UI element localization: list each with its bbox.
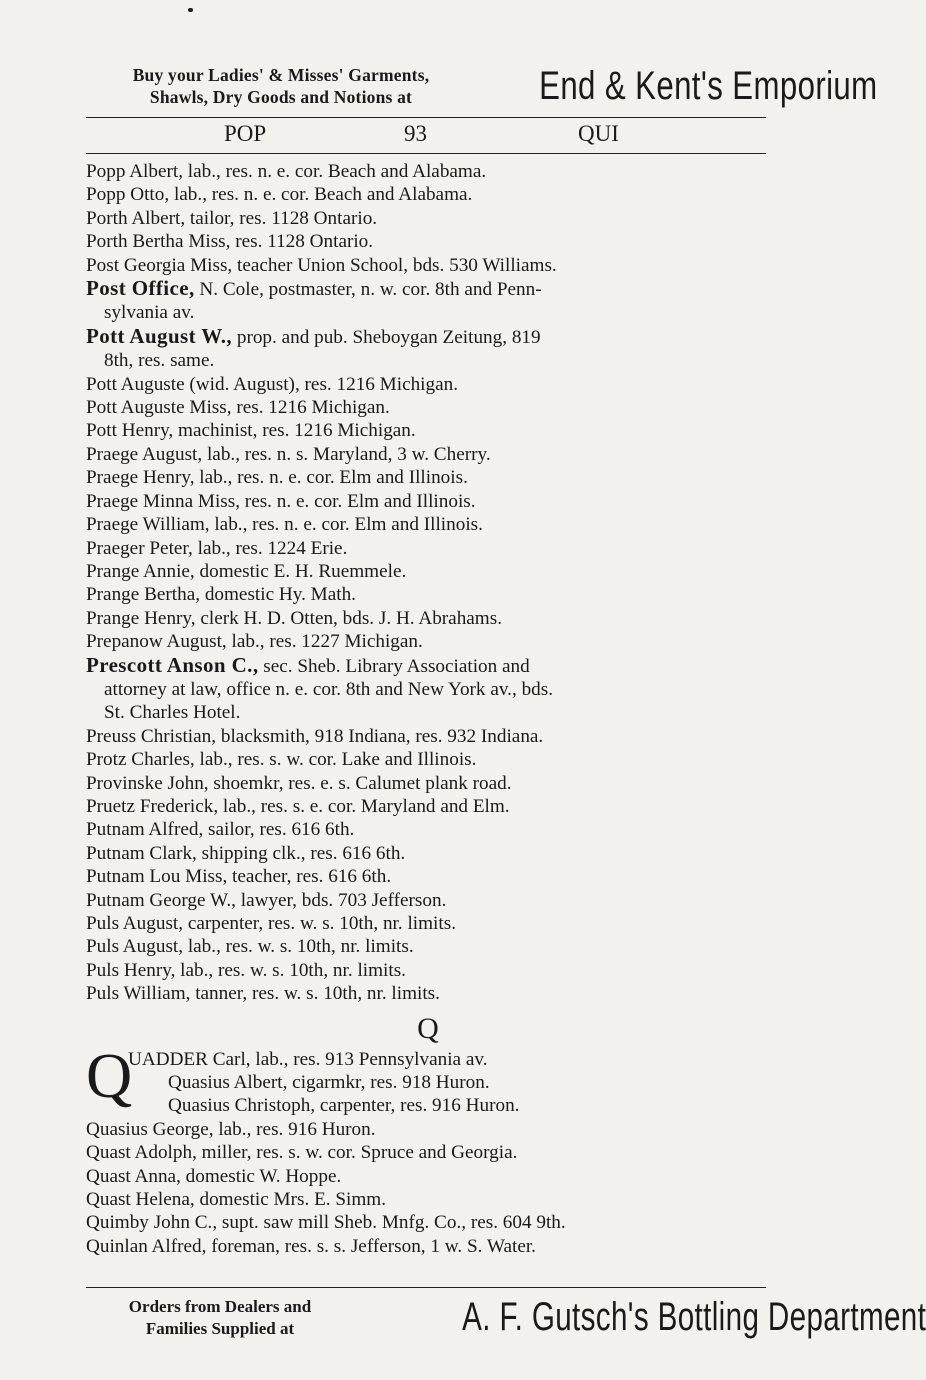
top-advertisement xyxy=(86,62,878,114)
list-item: Putnam Alfred, sailor, res. 616 6th. xyxy=(86,819,355,841)
bottom-advertisement xyxy=(86,1292,926,1348)
running-head xyxy=(86,119,766,153)
top-ad-text xyxy=(86,64,476,108)
page-number: 93 xyxy=(404,121,427,146)
bottom-ad-line-2: Families Supplied at xyxy=(145,1319,295,1338)
list-item: Quast Adolph, miller, res. s. w. cor. Spruce and Georgia. xyxy=(86,1142,518,1164)
list-item: Pott Auguste Miss, res. 1216 Michigan. xyxy=(86,397,390,419)
list-item: Putnam George W., lawyer, bds. 703 Jefferson. xyxy=(86,889,447,911)
section-letter: Q xyxy=(417,1011,439,1045)
running-head-right: QUI xyxy=(578,121,619,146)
list-item: Post Georgia Miss, teacher Union School, bds. 530 Williams. xyxy=(86,254,557,276)
list-item: UADDER Carl, lab., res. 913 Pennsylvania av. xyxy=(128,1048,488,1070)
prescott-line-2: attorney at law, office n. e. cor. 8th and New York av., bds. xyxy=(104,678,554,700)
prescott-line-3: St. Charles Hotel. xyxy=(104,702,241,724)
list-item: Porth Bertha Miss, res. 1128 Ontario. xyxy=(86,231,374,253)
list-item: Prange Annie, domestic E. H. Ruemmele. xyxy=(86,560,407,582)
list-item: Praege William, lab., res. n. e. cor. Elm and Illinois. xyxy=(86,514,483,536)
post-office-line-1 xyxy=(86,277,770,301)
list-item: Quast Anna, domestic W. Hoppe. xyxy=(86,1165,342,1187)
list-item: Quimby John C., supt. saw mill Sheb. Mnfg. Co., res. 604 9th. xyxy=(86,1212,566,1234)
dropcap-letter: Q xyxy=(86,1039,133,1111)
pott-august-line-1 xyxy=(86,325,770,349)
list-item: Putnam Lou Miss, teacher, res. 616 6th. xyxy=(86,866,392,888)
list-item: Provinske John, shoemkr, res. e. s. Calumet plank road. xyxy=(86,772,512,794)
list-item: Popp Otto, lab., res. n. e. cor. Beach and Alabama. xyxy=(86,184,473,206)
top-rule xyxy=(86,117,766,118)
list-item: Praege Minna Miss, res. n. e. cor. Elm and Illinois. xyxy=(86,490,476,512)
post-office-name: Post Office, xyxy=(86,276,195,301)
list-item: Praeger Peter, lab., res. 1224 Erie. xyxy=(86,537,348,559)
list-item: Prepanow August, lab., res. 1227 Michigan. xyxy=(86,631,423,653)
prescott-line-1 xyxy=(86,654,770,678)
list-item: Quinlan Alfred, foreman, res. s. s. Jefferson, 1 w. S. Water. xyxy=(86,1235,536,1257)
ink-speck xyxy=(188,8,193,12)
pott-august-details: prop. and pub. Sheboygan Zeitung, 819 xyxy=(232,326,541,348)
prescott-name: Prescott Anson C., xyxy=(86,652,259,677)
list-item: Puls Henry, lab., res. w. s. 10th, nr. limits. xyxy=(86,959,406,981)
bottom-rule xyxy=(86,1287,766,1288)
list-item: Pruetz Frederick, lab., res. s. e. cor. Maryland and Elm. xyxy=(86,795,510,817)
list-item: Quasius Christoph, carpenter, res. 916 Huron. xyxy=(168,1095,520,1117)
list-item: Puls William, tanner, res. w. s. 10th, nr. limits. xyxy=(86,983,440,1005)
bottom-ad-business-name: A. F. Gutsch's Bottling Department xyxy=(462,1295,926,1339)
pott-august-entry xyxy=(86,325,770,373)
list-item: Quasius George, lab., res. 916 Huron. xyxy=(86,1118,376,1140)
list-item: Prange Bertha, domestic Hy. Math. xyxy=(86,584,356,606)
list-item: Quasius Albert, cigarmkr, res. 918 Huron. xyxy=(168,1072,490,1094)
list-item: Putnam Clark, shipping clk., res. 616 6th. xyxy=(86,842,406,864)
post-office-details: N. Cole, postmaster, n. w. cor. 8th and Penn- xyxy=(194,279,542,301)
list-item: Prange Henry, clerk H. D. Otten, bds. J. H. Abrahams. xyxy=(86,607,502,629)
head-rule xyxy=(86,153,766,154)
list-item: Quast Helena, domestic Mrs. E. Simm. xyxy=(86,1189,387,1211)
list-item: Praege Henry, lab., res. n. e. cor. Elm and Illinois. xyxy=(86,467,468,489)
prescott-entry xyxy=(86,654,770,725)
dropcap-entry-block xyxy=(86,1039,770,1118)
running-head-left: POP xyxy=(224,121,267,146)
list-item: Pott Henry, machinist, res. 1216 Michigan. xyxy=(86,420,416,442)
bottom-ad-text xyxy=(86,1296,354,1340)
directory-entries xyxy=(86,160,770,1258)
prescott-details: sec. Sheb. Library Association and xyxy=(258,655,530,677)
post-office-line-2: sylvania av. xyxy=(104,302,195,324)
post-office-entry xyxy=(86,277,770,325)
pott-august-line-2: 8th, res. same. xyxy=(104,350,215,372)
top-ad-line-1: Buy your Ladies' & Misses' Garments, xyxy=(132,65,430,85)
list-item: Pott Auguste (wid. August), res. 1216 Michigan. xyxy=(86,373,459,395)
top-ad-store-name: End & Kent's Emporium xyxy=(539,64,878,108)
bottom-ad-line-1: Orders from Dealers and xyxy=(128,1297,312,1316)
list-item: Porth Albert, tailor, res. 1128 Ontario. xyxy=(86,207,378,229)
list-item: Preuss Christian, blacksmith, 918 Indiana, res. 932 Indiana. xyxy=(86,725,544,747)
list-item: Popp Albert, lab., res. n. e. cor. Beach and Alabama. xyxy=(86,161,487,182)
list-item: Protz Charles, lab., res. s. w. cor. Lake and Illinois. xyxy=(86,749,477,771)
list-item: Praege August, lab., res. n. s. Maryland, 3 w. Cherry. xyxy=(86,443,491,465)
list-item: Puls August, carpenter, res. w. s. 10th, nr. limits. xyxy=(86,913,456,934)
top-ad-line-2: Shawls, Dry Goods and Notions at xyxy=(149,87,413,107)
pott-august-name: Pott August W., xyxy=(86,323,233,348)
list-item: Puls August, lab., res. w. s. 10th, nr. limits. xyxy=(86,936,414,958)
